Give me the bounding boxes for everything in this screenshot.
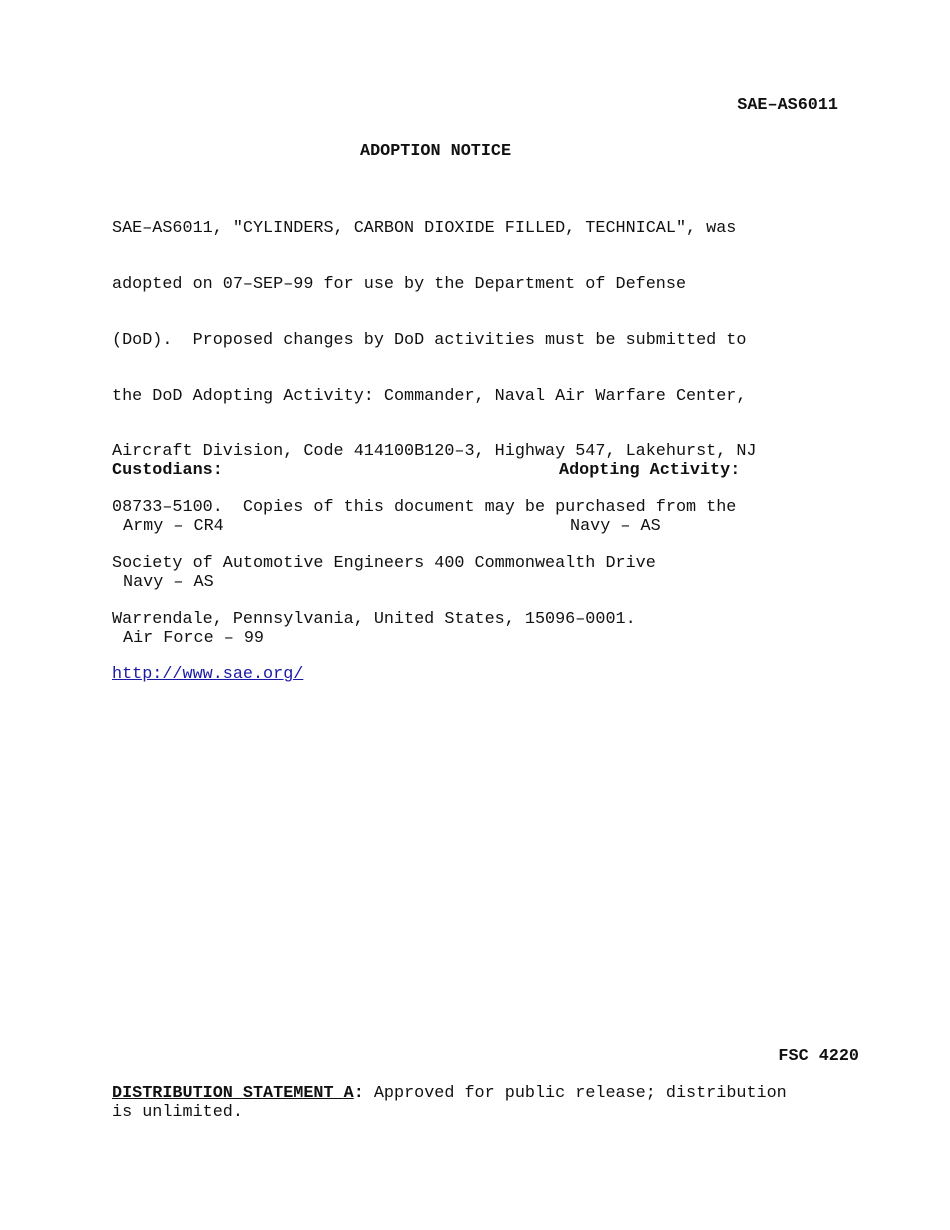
sae-website-link[interactable]: http://www.sae.org/ <box>112 665 304 685</box>
distribution-label: DISTRIBUTION STATEMENT A <box>112 1084 354 1103</box>
distribution-text: Approved for public release; distribution <box>363 1084 787 1103</box>
custodians-section <box>112 425 264 667</box>
adopting-activity-section <box>559 425 740 555</box>
distribution-text-continued: is unlimited. <box>112 1102 243 1122</box>
body-line: adopted on 07–SEP–99 for use by the Department of Defense <box>112 274 687 294</box>
document-id: SAE–AS6011 <box>737 96 838 115</box>
adopting-activity-heading: Adopting Activity: <box>559 461 741 481</box>
custodian-item: Air Force – 99 <box>123 628 264 648</box>
adopting-activity-item: Navy – AS <box>570 516 661 536</box>
custodians-heading: Custodians: <box>112 461 223 481</box>
fsc-code: FSC 4220 <box>778 1047 859 1066</box>
body-line: (DoD). Proposed changes by DoD activities must be submitted to <box>112 330 747 350</box>
body-line: SAE–AS6011, "CYLINDERS, CARBON DIOXIDE FILLED, TECHNICAL", was <box>112 219 737 239</box>
custodian-item: Navy – AS <box>123 572 214 592</box>
body-line: Society of Automotive Engineers 400 Commonwealth Drive <box>112 553 656 573</box>
body-line: the DoD Adopting Activity: Commander, Naval Air Warfare Center, <box>112 386 747 406</box>
distribution-colon: : <box>353 1084 364 1103</box>
page-title: ADOPTION NOTICE <box>360 142 512 161</box>
body-line: Warrendale, Pennsylvania, United States, 15096–0001. <box>112 609 636 629</box>
custodian-item: Army – CR4 <box>123 516 224 536</box>
body-line: 08733–5100. Copies of this document may be purchased from the <box>112 498 737 518</box>
body-line: Aircraft Division, Code 414100B120–3, Highway 547, Lakehurst, NJ <box>112 442 757 462</box>
distribution-statement <box>112 1085 787 1122</box>
